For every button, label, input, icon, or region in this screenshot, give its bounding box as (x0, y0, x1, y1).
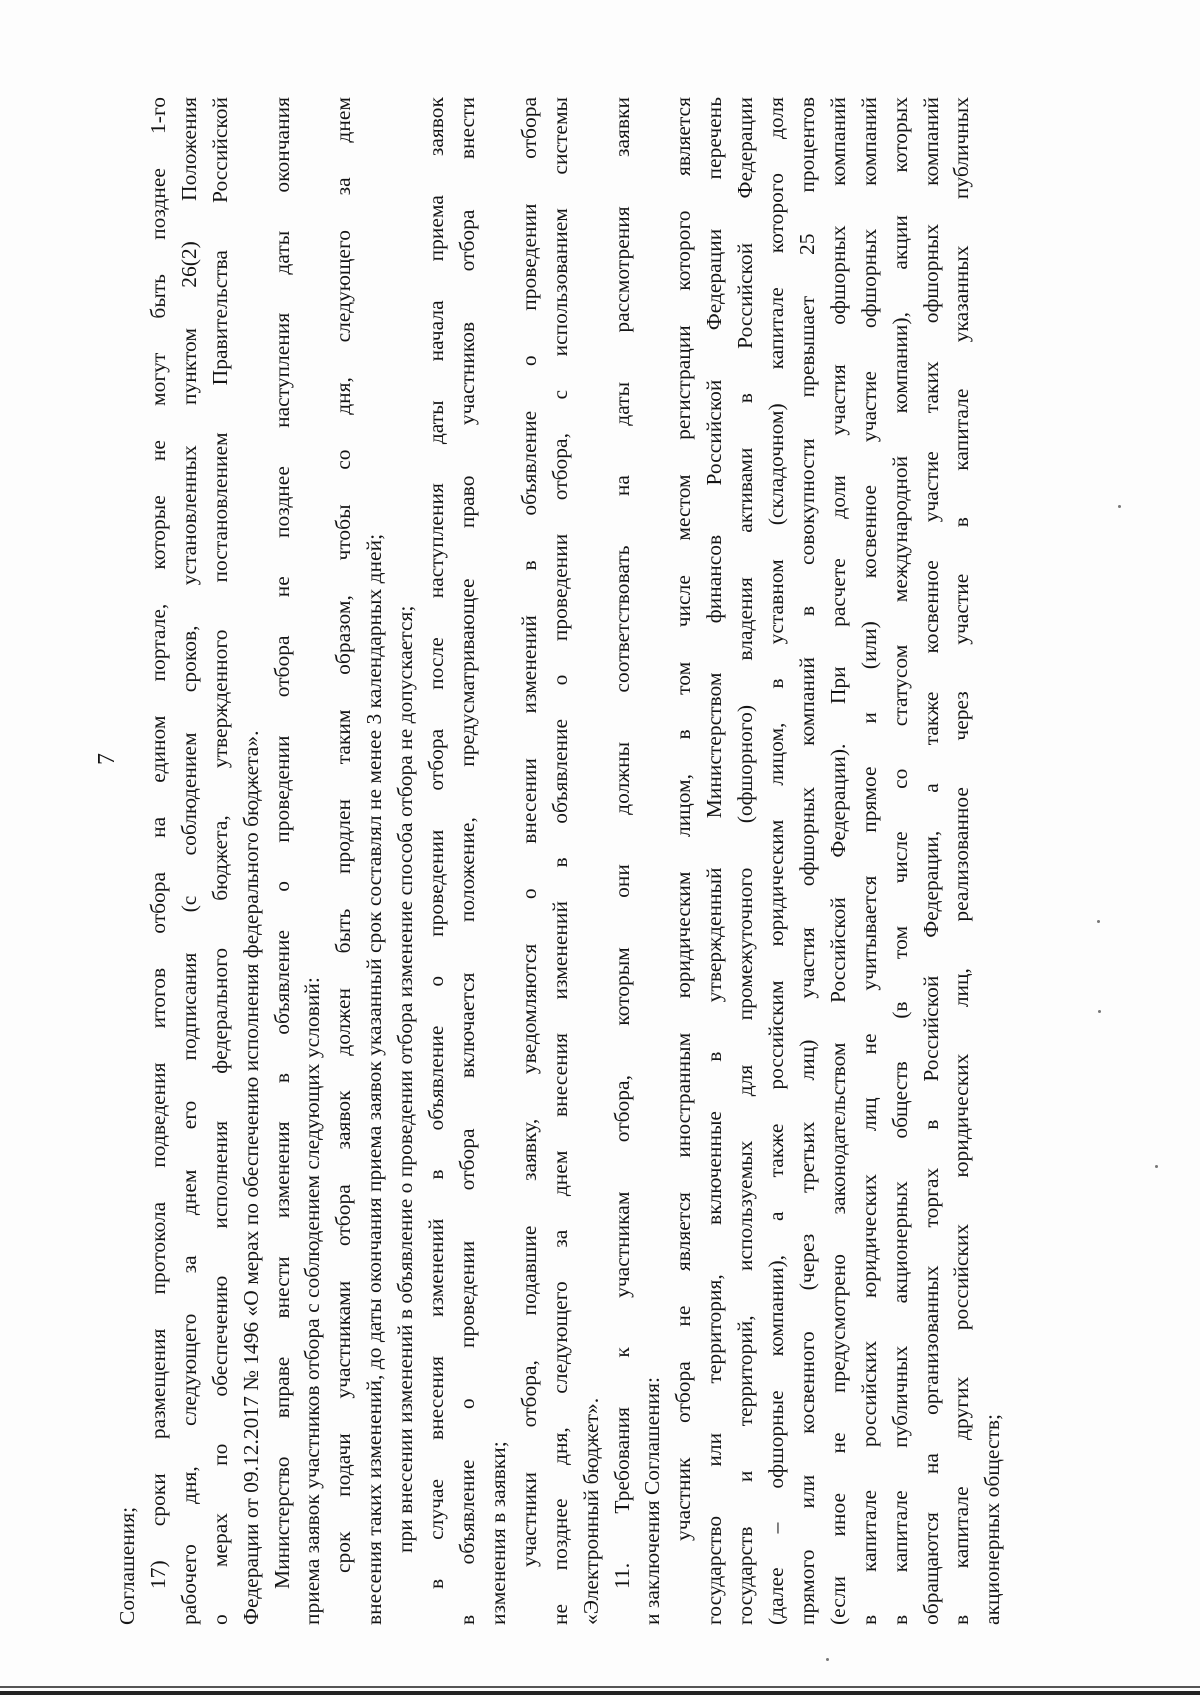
page-number: 7 (94, 753, 120, 765)
text-line: 11. Требования к участникам отбора, которым они должны соответствовать на даты рассмотрения заявки (609, 97, 634, 1589)
text-line: срок подачи участниками отбора заявок должен быть продлен таким образом, чтобы со дня, следующего за днем (331, 97, 356, 1573)
text-line: «Электронный бюджет». (578, 1397, 603, 1625)
text-line: Министерство вправе внести изменения в объявление о проведении отбора не позднее наступления даты окончания (269, 97, 294, 1589)
text-line: (далее – офшорные компании), а также российским юридическим лицом, в уставном (складочном) капитале которого доля (764, 97, 789, 1625)
document-body (112, 97, 1008, 1625)
text-line: не позднее дня, следующего за днем внесения изменений в объявление о проведении отбора, с использованием системы (547, 97, 572, 1625)
text-line: внесения таких изменений, до даты окончания приема заявок указанный срок составлял не менее 3 календарных дней; (362, 533, 387, 1625)
scan-edge-line (0, 1686, 1200, 1688)
rotated-document-content (94, 97, 1008, 1625)
text-line: участники отбора, подавшие заявку, уведомляются о внесении изменений в объявление о проведении отбора (516, 97, 541, 1567)
scan-speck (826, 1658, 829, 1661)
text-line: приема заявок участников отбора с соблюдением следующих условий: (300, 977, 325, 1625)
text-line: и заключения Соглашения: (640, 1376, 665, 1625)
text-line: Федерации от 09.12.2017 № 1496 «О мерах по обеспечению исполнения федерального бюджета». (238, 730, 263, 1625)
text-line: акционерных обществ; (980, 1413, 1005, 1625)
text-line: государств и территорий, используемых для промежуточного (офшорного) владения активами в Российской Федерации (733, 97, 758, 1625)
text-line: обращаются на организованных торгах в Российской Федерации, а также косвенное участие таких офшорных компаний (918, 97, 943, 1625)
text-line: в капитале других российских юридических лиц, реализованное через участие в капитале указанных публичных (949, 97, 974, 1625)
text-line: при внесении изменений в объявление о проведении отбора изменение способа отбора не допускается; (393, 605, 418, 1553)
text-line: (если иное не предусмотрено законодательством Российской Федерации). При расчете доли участия офшорных компаний (825, 97, 850, 1625)
scan-speck (1097, 920, 1100, 923)
text-line: прямого или косвенного (через третьих лиц) участия офшорных компаний в совокупности превышает 25 процентов (794, 97, 819, 1625)
scan-speck (1098, 1010, 1101, 1013)
text-line: в случае внесения изменений в объявление о проведении отбора после наступления даты начала приема заявок (424, 97, 449, 1589)
text-line: о мерах по обеспечению исполнения федерального бюджета, утвержденного постановлением Правительства Российской (207, 97, 232, 1625)
text-line: изменения в заявки; (485, 1441, 510, 1625)
scan-edge-line (0, 1691, 1200, 1695)
text-line: Соглашения; (115, 1506, 139, 1625)
scan-speck (1118, 505, 1121, 508)
scan-speck (1155, 1165, 1158, 1168)
text-line: государство или территория, включенные в утвержденный Министерством финансов Российской Федерации перечень (702, 97, 727, 1625)
text-line: рабочего дня, следующего за днем его подписания (с соблюдением сроков, установленных пунктом 26(2) Положения (176, 97, 201, 1625)
text-line: в капитале российских юридических лиц не учитывается прямое и (или) косвенное участие офшорных компаний (856, 97, 881, 1625)
text-line: в объявление о проведении отбора включается положение, предусматривающее право участников отбора внести (454, 97, 479, 1625)
text-line: участник отбора не является иностранным юридическим лицом, в том числе местом регистрации которого является (671, 97, 696, 1541)
text-line: в капитале публичных акционерных обществ (в том числе со статусом международной компании), акции которых (887, 97, 912, 1625)
text-line: 17) сроки размещения протокола подведения итогов отбора на едином портале, которые не могут быть позднее 1-го (145, 97, 170, 1589)
